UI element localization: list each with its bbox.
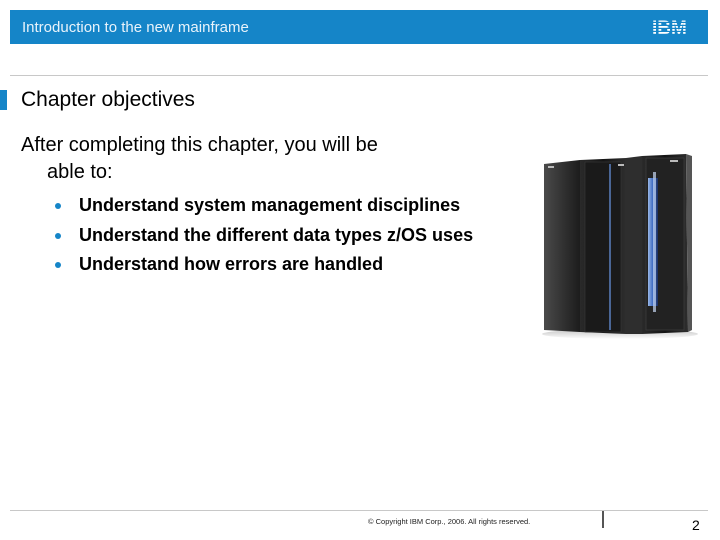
header-bar [10, 10, 708, 44]
ibm-logo-text: IBM [652, 18, 687, 37]
objective-item [52, 221, 473, 251]
copyright-notice: © Copyright IBM Corp., 2006. All rights reserved. [368, 517, 531, 526]
ibm-logo [652, 17, 698, 37]
header-divider [10, 75, 708, 76]
title-accent-bar [0, 90, 7, 110]
intro-line-1: After completing this chapter, you will be [21, 134, 378, 156]
page-number: 2 [692, 517, 700, 533]
mainframe-image [540, 150, 700, 340]
intro-text [21, 132, 521, 186]
presentation-title: Introduction to the new mainframe [22, 19, 249, 36]
bullet-icon [55, 233, 61, 239]
intro-line-2: able to: [47, 161, 113, 183]
footer-separator [602, 511, 604, 528]
slide-title: Chapter objectives [21, 88, 195, 111]
objectives-list [52, 191, 473, 280]
objective-text: Understand the different data types z/OS uses [79, 224, 474, 245]
bullet-icon [55, 262, 61, 268]
bullet-icon [55, 203, 61, 209]
objective-item [52, 191, 473, 221]
objective-item [52, 250, 473, 280]
objective-text: Understand system management disciplines [79, 195, 461, 215]
objective-text: Understand how errors are handled [79, 254, 384, 274]
